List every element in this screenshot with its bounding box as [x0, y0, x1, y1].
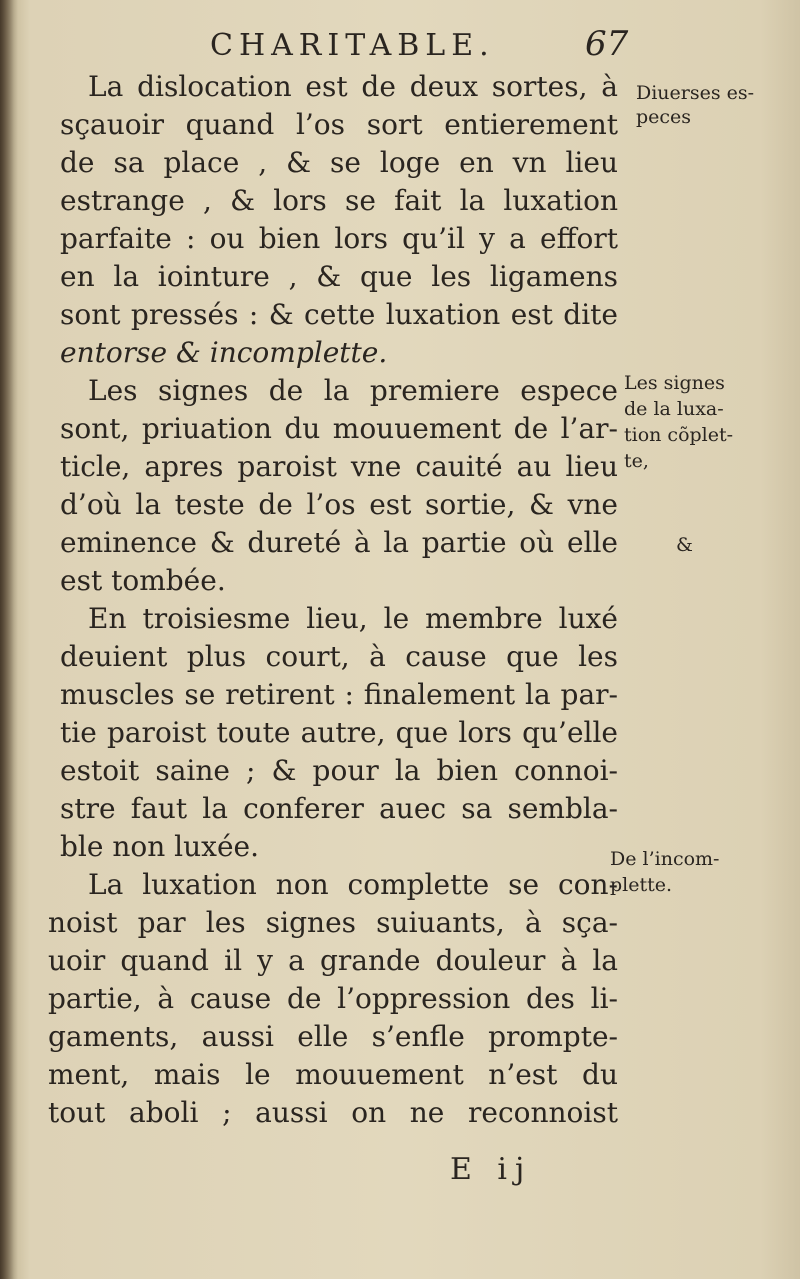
margin-note: te,: [624, 450, 649, 472]
spine-shadow: [0, 0, 18, 1279]
margin-note: tion cõplet-: [624, 424, 734, 446]
text-line: stre faut la conferer auec sa sembla-: [60, 792, 618, 825]
text-line: uoir quand il y a grande douleur à la: [48, 944, 618, 977]
text-line: tout aboli ; aussi on ne reconnoist: [48, 1096, 618, 1129]
margin-note: de la luxa-: [624, 398, 724, 420]
text-line: ment, mais le mouuement n’est du: [48, 1058, 618, 1091]
text-line: tie paroist toute autre, que lors qu’elle: [60, 716, 618, 749]
text-line: partie, à cause de l’oppression des li-: [48, 982, 618, 1015]
text-line: estoit saine ; & pour la bien connoi-: [60, 754, 618, 787]
running-head: CHARITABLE.: [210, 28, 495, 63]
text-line: muscles se retirent : finalement la par-: [60, 678, 618, 711]
text-line: d’où la teste de l’os est sortie, & vne: [60, 488, 618, 521]
margin-note: Les signes: [624, 372, 725, 394]
text-line: sont, priuation du mouuement de l’ar-: [60, 412, 618, 445]
text-line: parfaite : ou bien lors qu’il y a effort: [60, 222, 618, 255]
text-line: est tombée.: [60, 564, 226, 597]
page-number: 67: [585, 24, 629, 64]
margin-note: &: [676, 534, 693, 556]
text-line: Les signes de la premiere espece: [88, 374, 618, 407]
text-line: entorse & incomplette.: [60, 336, 388, 369]
body-text: [48, 68, 618, 1132]
text-line: eminence & dureté à la partie où elle: [60, 526, 618, 559]
text-line: sçauoir quand l’os sort entierement: [60, 108, 618, 141]
text-line: gaments, aussi elle s’enfle prompte-: [48, 1020, 618, 1053]
text-line: ticle, apres paroist vne cauité au lieu: [60, 450, 618, 483]
text-line: noist par les signes suiuants, à sça-: [48, 906, 618, 939]
text-line: deuient plus court, à cause que les: [60, 640, 618, 673]
margin-note: peces: [636, 106, 692, 128]
margin-note: plette.: [610, 874, 673, 896]
signature-mark: E ij: [450, 1152, 533, 1187]
text-line: sont pressés : & cette luxation est dite: [60, 298, 618, 331]
text-line: de sa place , & se loge en vn lieu: [60, 146, 618, 179]
text-line: En troisiesme lieu, le membre luxé: [88, 602, 618, 635]
text-line: en la iointure , & que les ligamens: [60, 260, 618, 293]
margin-note: De l’incom-: [610, 848, 720, 870]
text-line: ble non luxée.: [60, 830, 259, 863]
text-line: La dislocation est de deux sortes, à: [88, 70, 618, 103]
text-line: La luxation non complette se con-: [88, 868, 618, 901]
margin-note: Diuerses es-: [636, 82, 755, 104]
text-line: estrange , & lors se fait la luxation: [60, 184, 618, 217]
